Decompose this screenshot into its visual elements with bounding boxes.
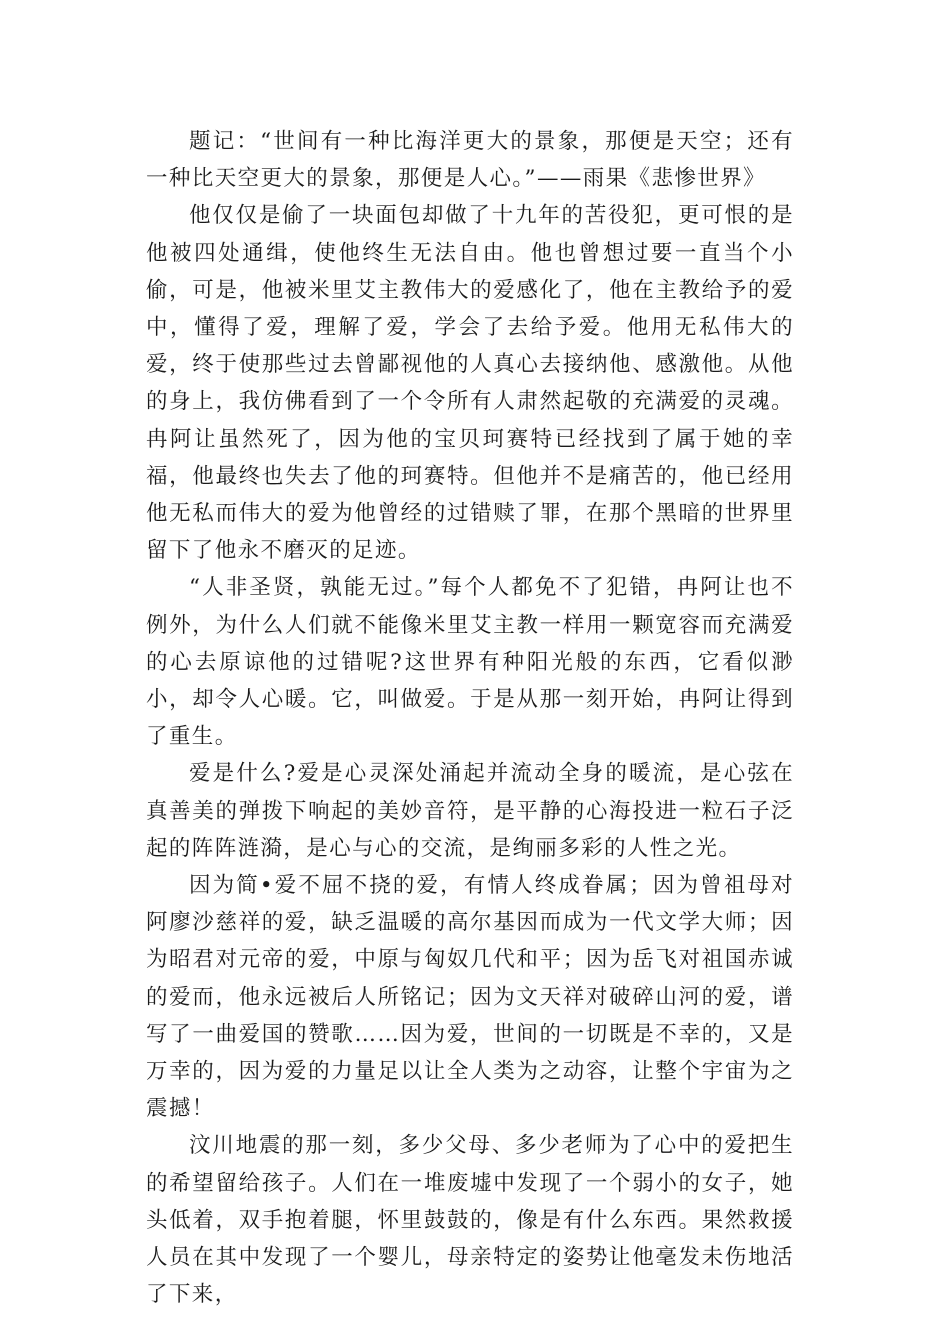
body-paragraph: “人非圣贤，孰能无过。”每个人都免不了犯错，冉阿让也不例外，为什么人们就不能像米里艾主教一样用一颗宽容而充满爱的心去原谅他的过错呢?这世界有种阳光般的东西，它看似渺小，却令人心暖。它，叫做爱。于是从那一刻开始，冉阿让得到了重生。 [146, 575, 794, 750]
body-paragraph: 爱是什么?爱是心灵深处涌起并流动全身的暖流，是心弦在真善美的弹拨下响起的美妙音符，是平静的心海投进一粒石子泛起的阵阵涟漪，是心与心的交流，是绚丽多彩的人性之光。 [146, 761, 794, 861]
body-paragraph: 他仅仅是偷了一块面包却做了十九年的苦役犯，更可恨的是他被四处通缉，使他终生无法自由。他也曾想过要一直当个小偷，可是，他被米里艾主教伟大的爱感化了，他在主教给予的爱中，懂得了爱，理解了爱，学会了去给予爱。他用无私伟大的爱，终于使那些过去曾鄙视他的人真心去接纳他、感激他。从他的身上，我仿佛看到了一个令所有人肃然起敬的充满爱的灵魂。冉阿让虽然死了，因为他的宝贝珂赛特已经找到了属于她的幸福，他最终也失去了他的珂赛特。但他并不是痛苦的，他已经用他无私而伟大的爱为他曾经的过错赎了罪，在那个黑暗的世界里留下了他永不磨灭的足迹。 [146, 203, 794, 564]
body-paragraph: 因为简•爱不屈不挠的爱，有情人终成眷属；因为曾祖母对阿廖沙慈祥的爱，缺乏温暖的高尔基因而成为一代文学大师；因为昭君对元帝的爱，中原与匈奴几代和平；因为岳飞对祖国赤诚的爱而，他永远被后人所铭记；因为文天祥对破碎山河的爱，谱写了一曲爱国的赞歌……因为爱，世间的一切既是不幸的，又是万幸的，因为爱的力量足以让全人类为之动容，让整个宇宙为之震撼！ [146, 873, 794, 1122]
epigraph-paragraph: 题记：“世间有一种比海洋更大的景象，那便是天空；还有一种比天空更大的景象，那便是人心。”——雨果《悲惨世界》 [146, 129, 794, 192]
essay-body [146, 123, 794, 1314]
body-paragraph: 汶川地震的那一刻，多少父母、多少老师为了心中的爱把生的希望留给孩子。人们在一堆废墟中发现了一个弱小的女子，她头低着，双手抱着腿，怀里鼓鼓的，像是有什么东西。果然救援人员在其中发现了一个婴儿，母亲特定的姿势让他毫发未伤地活了下来， [146, 1133, 794, 1308]
